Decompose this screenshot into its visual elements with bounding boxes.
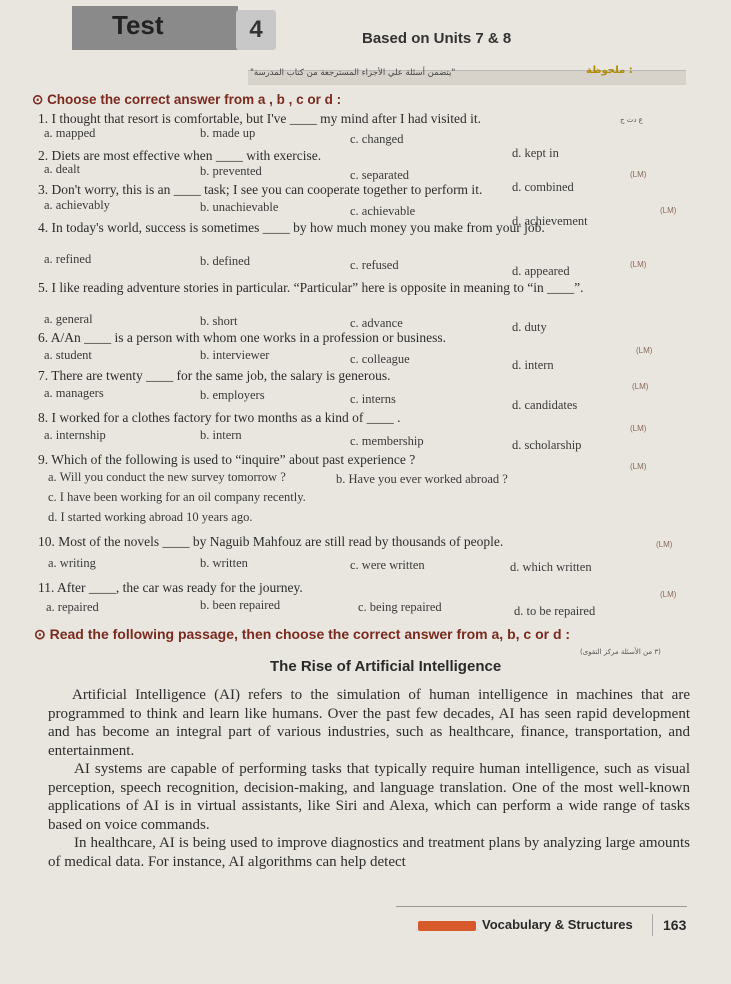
- q1-option-a[interactable]: a. mapped: [44, 126, 96, 140]
- question-10-tag: (LM): [656, 540, 673, 549]
- units-label: Based on Units 7 & 8: [362, 30, 512, 47]
- q11-option-b[interactable]: b. been repaired: [200, 598, 281, 612]
- q9-option-c[interactable]: c. I have been working for an oil company recently.: [48, 490, 306, 504]
- page-number: 163: [663, 917, 687, 933]
- q8-option-c[interactable]: c. membership: [350, 434, 424, 448]
- question-11: 11. After ____, the car was ready for the journey.: [38, 580, 303, 595]
- question-9: 9. Which of the following is used to “inquire” about past experience ?: [38, 452, 416, 467]
- section2-instruction: ⊙ Read the following passage, then choose the correct answer from a, b, c or d :: [34, 626, 571, 642]
- section2-arabic-tag: (٣ من الأسئلة مركز التقوى): [580, 648, 661, 656]
- question-10: 10. Most of the novels ____ by Naguib Mahfouz are still read by thousands of people.: [38, 534, 504, 549]
- q3-option-a[interactable]: a. achievably: [44, 198, 110, 212]
- footer-rule: [396, 906, 687, 907]
- question-7-tag: (LM): [632, 382, 649, 391]
- q7-option-b[interactable]: b. employers: [200, 388, 265, 402]
- q2-option-c[interactable]: c. separated: [350, 168, 409, 182]
- q5-option-d[interactable]: d. duty: [512, 320, 547, 334]
- q8-option-d[interactable]: d. scholarship: [512, 438, 582, 452]
- footer-badge: [418, 921, 476, 931]
- q11-option-c[interactable]: c. being repaired: [358, 600, 442, 614]
- q10-option-a[interactable]: a. writing: [48, 556, 96, 570]
- q2-option-d[interactable]: d. combined: [512, 180, 574, 194]
- question-8-tag: (LM): [630, 424, 647, 433]
- q9-option-d[interactable]: d. I started working abroad 10 years ago.: [48, 510, 253, 524]
- question-1: 1. I thought that resort is comfortable, but I've ____ my mind after I had visited it.: [38, 111, 481, 126]
- test-number: 4: [236, 10, 276, 50]
- question-3-tag: (LM): [660, 206, 677, 215]
- q3-option-d[interactable]: d. achievement: [512, 214, 588, 228]
- arabic-note: "يتضمن أسئلة علي الأجزاء المسترجعة من كتاب المدرسة": [250, 68, 456, 78]
- question-2: 2. Diets are most effective when ____ with exercise.: [38, 148, 322, 163]
- q4-option-b[interactable]: b. defined: [200, 254, 250, 268]
- q1-option-c[interactable]: c. changed: [350, 132, 404, 146]
- passage-paragraph-2: AI systems are capable of performing tasks that typically require human intelligence, such as visual perception, speech recognition, decision-making, and language translation. One of the most well-known applications of AI is in virtual assistants, like Siri and Alexa, which can perform a wide range of tasks based on voice commands.: [48, 761, 690, 833]
- footer-label: Vocabulary & Structures: [482, 917, 633, 932]
- q8-option-b[interactable]: b. intern: [200, 428, 242, 442]
- q4-option-a[interactable]: a. refined: [44, 252, 92, 266]
- q7-option-a[interactable]: a. managers: [44, 386, 104, 400]
- q8-option-a[interactable]: a. internship: [44, 428, 106, 442]
- q3-option-b[interactable]: b. unachievable: [200, 200, 279, 214]
- section1-instruction: ⊙ Choose the correct answer from a , b , c or d :: [32, 92, 342, 107]
- q3-option-c[interactable]: c. achievable: [350, 204, 416, 218]
- question-4: 4. In today's world, success is sometimes ____ by how much money you make from your job.: [38, 220, 545, 235]
- passage-title: The Rise of Artificial Intelligence: [270, 658, 502, 675]
- q10-option-b[interactable]: b. written: [200, 556, 248, 570]
- q9-option-a[interactable]: a. Will you conduct the new survey tomorrow ?: [48, 470, 286, 484]
- q6-option-b[interactable]: b. interviewer: [200, 348, 270, 362]
- footer-separator: [652, 914, 653, 936]
- passage-paragraph-1: Artificial Intelligence (AI) refers to the simulation of human intelligence in machines that are programmed to think and learn like humans. Over the past few decades, AI has seen rapid development and has become an integral part of various industries, such as healthcare, finance, transportation, and entertainment.: [48, 687, 690, 759]
- bullet-icon: ⊙: [34, 626, 50, 642]
- q6-option-c[interactable]: c. colleague: [350, 352, 410, 366]
- question-6-tag: (LM): [636, 346, 653, 355]
- question-6: 6. A/An ____ is a person with whom one works in a profession or business.: [38, 330, 446, 345]
- question-5: 5. I like reading adventure stories in particular. “Particular” here is opposite in meaning to “in ____”.: [38, 280, 584, 295]
- question-3: 3. Don't worry, this is an ____ task; I see you can cooperate together to perform it.: [38, 182, 483, 197]
- q11-option-a[interactable]: a. repaired: [46, 600, 99, 614]
- q2-option-b[interactable]: b. prevented: [200, 164, 262, 178]
- q2-option-a[interactable]: a. dealt: [44, 162, 81, 176]
- q5-option-a[interactable]: a. general: [44, 312, 93, 326]
- passage-paragraph-3: In healthcare, AI is being used to improve diagnostics and treatment plans by analyzing large amounts of medical data. For instance, AI algorithms can help detect: [48, 835, 690, 870]
- q5-option-c[interactable]: c. advance: [350, 316, 403, 330]
- question-4-tag: (LM): [630, 260, 647, 269]
- question-11-tag: (LM): [660, 590, 677, 599]
- q7-option-d[interactable]: d. candidates: [512, 398, 578, 412]
- q11-option-d[interactable]: d. to be repaired: [514, 604, 596, 618]
- q6-option-a[interactable]: a. student: [44, 348, 92, 362]
- q4-option-d[interactable]: d. appeared: [512, 264, 570, 278]
- question-7: 7. There are twenty ____ for the same job, the salary is generous.: [38, 368, 391, 383]
- q5-option-b[interactable]: b. short: [200, 314, 238, 328]
- q9-option-b[interactable]: b. Have you ever worked abroad ?: [336, 472, 508, 486]
- q6-option-d[interactable]: d. intern: [512, 358, 554, 372]
- q10-option-d[interactable]: d. which written: [510, 560, 592, 574]
- q10-option-c[interactable]: c. were written: [350, 558, 425, 572]
- q1-option-b[interactable]: b. made up: [200, 126, 256, 140]
- question-8: 8. I worked for a clothes factory for two months as a kind of ____ .: [38, 410, 401, 425]
- q7-option-c[interactable]: c. interns: [350, 392, 396, 406]
- q1-option-d[interactable]: d. kept in: [512, 146, 559, 160]
- arabic-note-label: ملحوظة :: [586, 65, 633, 76]
- q4-option-c[interactable]: c. refused: [350, 258, 399, 272]
- question-1-tag: ع دت ج: [620, 116, 643, 124]
- question-9-tag: (LM): [630, 462, 647, 471]
- bullet-icon: ⊙: [32, 92, 48, 107]
- question-2-tag: (LM): [630, 170, 647, 179]
- test-title: Test: [112, 10, 164, 40]
